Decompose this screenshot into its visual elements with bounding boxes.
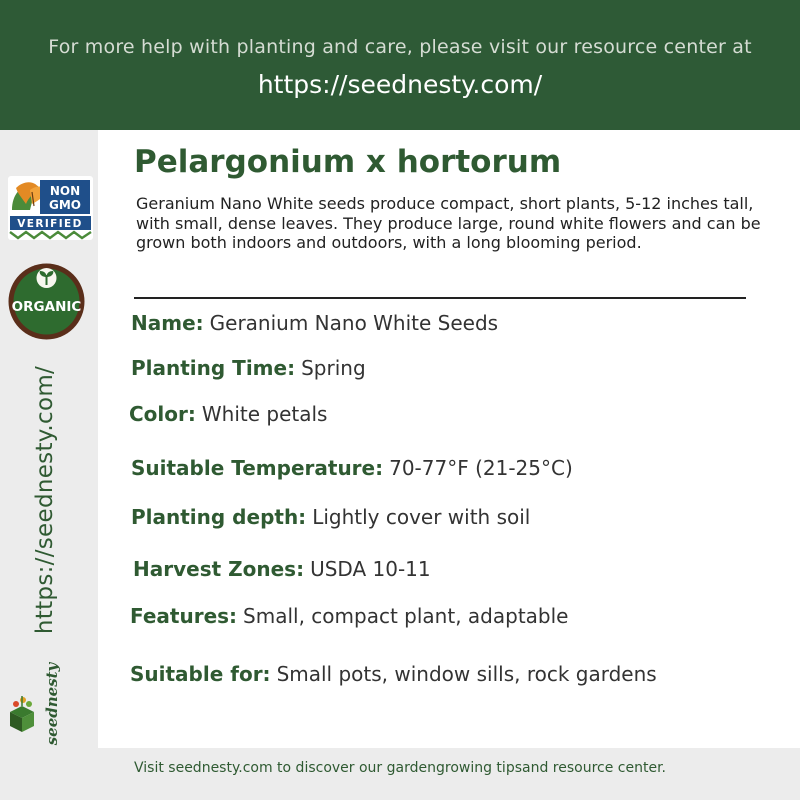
vertical-site-url[interactable]: https://seednesty.com/ — [32, 365, 58, 635]
detail-row-features — [130, 604, 568, 628]
detail-value: Small pots, window sills, rock gardens — [276, 662, 657, 686]
organic-label: ORGANIC — [11, 299, 82, 315]
detail-label: Harvest Zones: — [133, 557, 305, 581]
detail-label: Features: — [130, 604, 238, 628]
non-gmo-mid: GMO — [49, 198, 81, 212]
sprout-icon — [37, 268, 57, 288]
detail-row-color — [129, 402, 327, 426]
detail-row-planting-time — [131, 356, 366, 380]
non-gmo-badge — [8, 176, 93, 240]
detail-row-harvest-zones — [133, 557, 431, 581]
detail-value: Spring — [301, 356, 366, 380]
organic-badge — [7, 262, 86, 341]
detail-value: Geranium Nano White Seeds — [209, 311, 499, 335]
detail-value: Lightly cover with soil — [312, 505, 531, 529]
top-banner — [0, 0, 800, 130]
detail-label: Planting depth: — [131, 505, 307, 529]
footer-resource-text: Visit seednesty.com to discover our gardengrowing tipsand resource center. — [134, 760, 666, 776]
banner-help-text: For more help with planting and care, please visit our resource center at — [48, 36, 752, 58]
detail-row-planting-depth — [131, 505, 530, 529]
non-gmo-bottom: VERIFIED — [17, 218, 83, 230]
detail-value: 70-77°F (21-25°C) — [389, 456, 573, 480]
detail-value: Small, compact plant, adaptable — [243, 604, 569, 628]
detail-row-name — [131, 311, 498, 335]
seed-box-icon — [6, 688, 38, 734]
detail-row-suitable-for — [130, 662, 657, 686]
divider — [134, 297, 746, 299]
detail-label: Name: — [131, 311, 204, 335]
detail-label: Color: — [129, 402, 196, 426]
non-gmo-top: NON — [49, 184, 81, 198]
detail-label: Suitable for: — [130, 662, 271, 686]
detail-row-temperature — [131, 456, 573, 480]
seednesty-logo-wordmark: seednesty — [43, 662, 61, 746]
product-description: Geranium Nano White seeds produce compact, short plants, 5-12 inches tall, with small, dense leaves. They produce large, round white flowers and can be grown both indoors and outdoors, with a long blooming period. — [136, 194, 761, 252]
detail-label: Planting Time: — [131, 356, 296, 380]
detail-label: Suitable Temperature: — [131, 456, 384, 480]
detail-value: USDA 10-11 — [310, 557, 431, 581]
product-title: Pelargonium x hortorum — [134, 144, 562, 180]
banner-url-link[interactable]: https://seednesty.com/ — [257, 70, 543, 99]
detail-value: White petals — [201, 402, 328, 426]
